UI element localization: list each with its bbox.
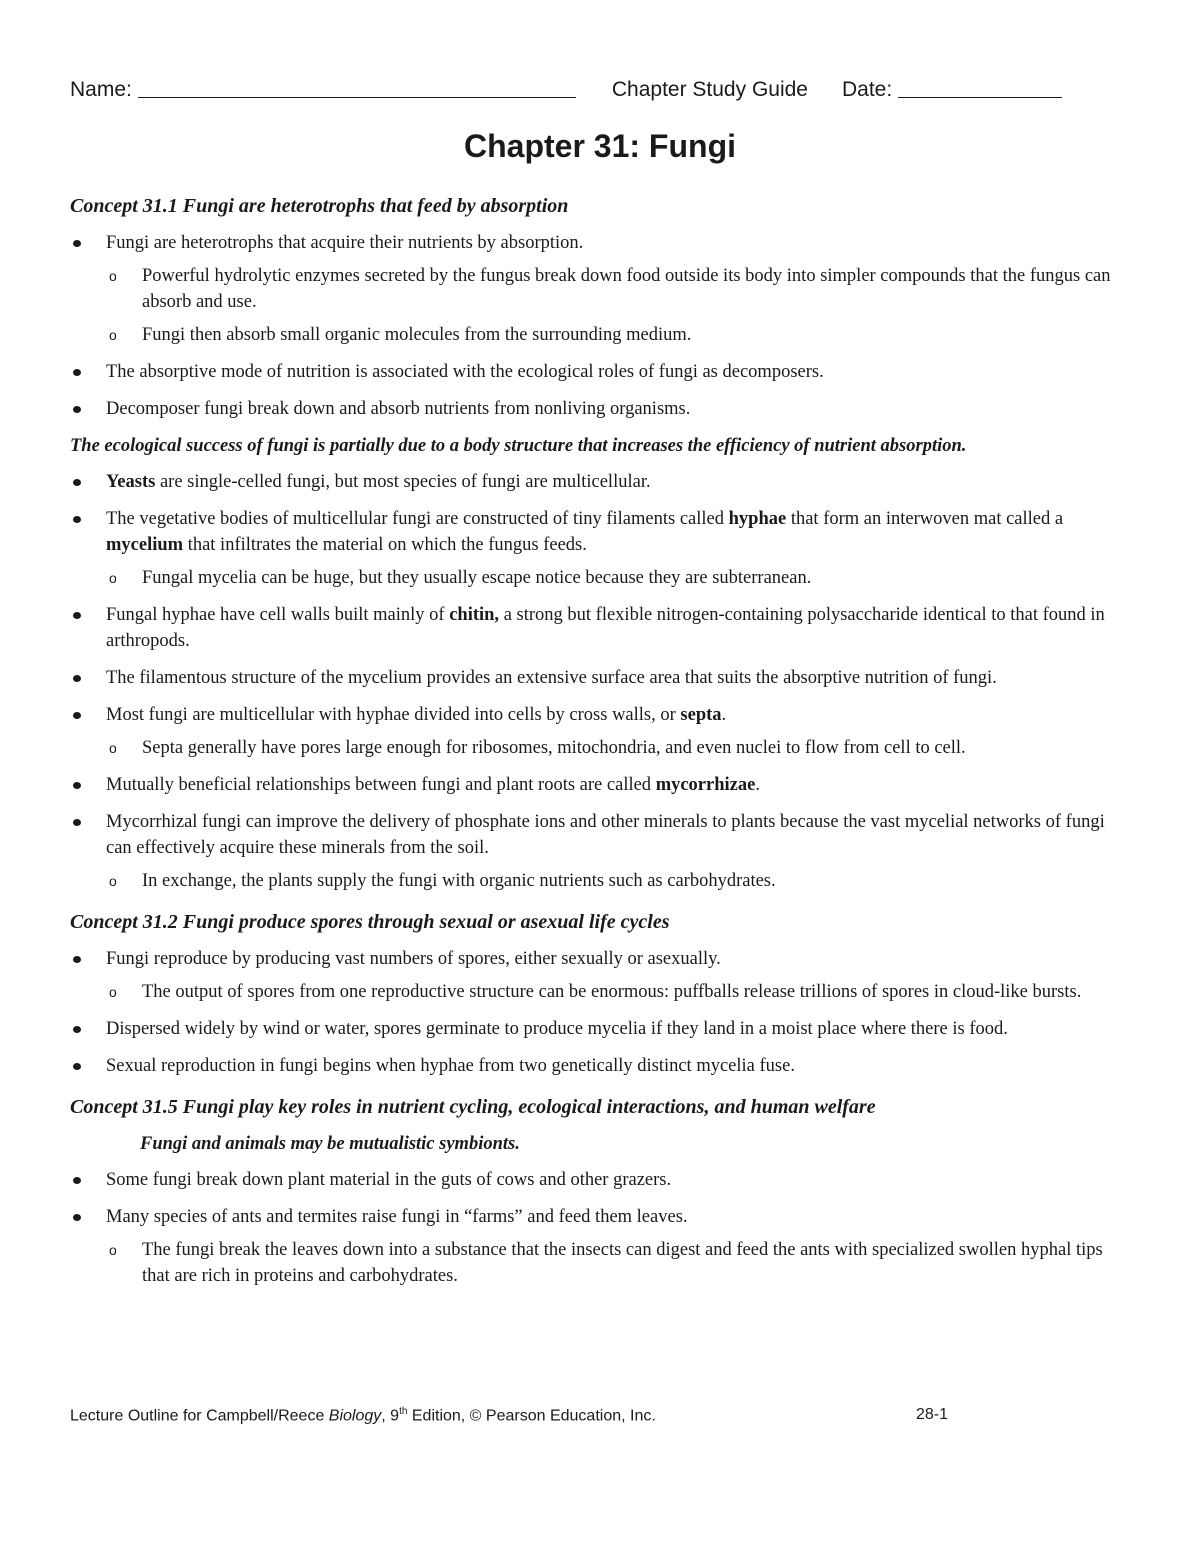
circle-bullet-icon: o [109, 570, 117, 586]
bullet-list [70, 230, 1120, 422]
list-item: Yeasts are single-celled fungi, but most species of fungi are multicellular. [70, 469, 1120, 495]
date-label: Date: [841, 78, 893, 101]
bullet-icon [73, 479, 81, 486]
circle-bullet-icon: o [109, 327, 117, 343]
sub-list-item: o Fungal mycelia can be huge, but they usually escape notice because they are subterranean. [106, 565, 1120, 591]
concept-heading: Concept 31.1 Fungi are heterotrophs that feed by absorption [70, 195, 569, 217]
sub-list-item: o Powerful hydrolytic enzymes secreted by the fungus break down food outside its body into simpler compounds that the fungus can absorb and use. [106, 263, 1120, 315]
bullet-icon [73, 782, 81, 789]
list-item: Sexual reproduction in fungi begins when hyphae from two genetically distinct mycelia fuse. [70, 1053, 1120, 1079]
study-guide-label: Chapter Study Guide [611, 78, 808, 101]
concept-heading: Concept 31.2 Fungi produce spores through sexual or asexual life cycles [70, 911, 670, 933]
key-term: chitin, [449, 605, 500, 625]
bullet-icon [73, 819, 81, 826]
bullet-icon [73, 406, 81, 413]
bullet-icon [73, 712, 81, 719]
sub-list-item: o Fungi then absorb small organic molecules from the surrounding medium. [106, 322, 1120, 348]
page-title: Chapter 31: Fungi [463, 128, 736, 164]
list-item: Fungi are heterotrophs that acquire their nutrients by absorption. o Powerful hydrolytic enzymes secreted by the fungus break down food outside its body into simpler compounds that the fungus can absorb and use. o Fungi then absorb small organic molecules from the surrounding medium. [70, 230, 1120, 348]
list-item: Fungi reproduce by producing vast numbers of spores, either sexually or asexually. o The output of spores from one reproductive structure can be enormous: puffballs release trillions of spores in cloud-like bursts. [70, 946, 1120, 1005]
bullet-list [70, 469, 1120, 894]
key-term: mycorrhizae [655, 775, 756, 795]
list-item: Most fungi are multicellular with hyphae divided into cells by cross walls, or septa. o Septa generally have pores large enough for ribosomes, mitochondria, and even nuclei to flow from cell to cell. [70, 702, 1120, 761]
concept-heading: Concept 31.5 Fungi play key roles in nutrient cycling, ecological interactions, and human welfare [70, 1096, 876, 1118]
page-footer: Lecture Outline for Campbell/Reece Biology, 9th Edition, © Pearson Education, Inc. [70, 1406, 656, 1425]
bullet-icon [73, 1214, 81, 1221]
circle-bullet-icon: o [109, 740, 117, 756]
name-label: Name: [70, 78, 132, 101]
bullet-list [70, 1167, 1120, 1289]
date-blank [898, 75, 1062, 98]
sub-list [106, 263, 1120, 348]
list-item: Fungal hyphae have cell walls built mainly of chitin, a strong but flexible nitrogen-containing polysaccharide identical to that found in arthropods. [70, 602, 1120, 654]
concept-31-1-section [70, 192, 1120, 894]
bullet-icon [73, 612, 81, 619]
sub-list [106, 979, 1120, 1005]
circle-bullet-icon: o [109, 268, 117, 284]
bullet-icon [73, 956, 81, 963]
sub-list [106, 868, 1120, 894]
key-term: Yeasts [106, 472, 156, 492]
document-body [70, 192, 1120, 1303]
bullet-icon [73, 369, 81, 376]
list-item: Mutually beneficial relationships between fungi and plant roots are called mycorrhizae. [70, 772, 1120, 798]
list-item: The absorptive mode of nutrition is associated with the ecological roles of fungi as decomposers. [70, 359, 1120, 385]
circle-bullet-icon: o [109, 984, 117, 1000]
list-item: The filamentous structure of the mycelium provides an extensive surface area that suits the absorptive nutrition of fungi. [70, 665, 1120, 691]
sub-list-item: o Septa generally have pores large enough for ribosomes, mitochondria, and even nuclei to flow from cell to cell. [106, 735, 1120, 761]
key-term: mycelium [106, 535, 184, 555]
name-blank [138, 75, 576, 98]
bullet-icon [73, 516, 81, 523]
list-item: Dispersed widely by wind or water, spores germinate to produce mycelia if they land in a moist place where there is food. [70, 1016, 1120, 1042]
circle-bullet-icon: o [109, 873, 117, 889]
book-title: Biology [328, 1407, 382, 1425]
key-term: hyphae [728, 509, 787, 529]
sub-list [106, 565, 1120, 591]
page-number: 28-1 [916, 1406, 949, 1423]
bullet-list [70, 946, 1120, 1079]
bullet-icon [73, 675, 81, 682]
sub-list-item: o The fungi break the leaves down into a substance that the insects can digest and feed the ants with specialized swollen hyphal tips that are rich in proteins and carbohydrates. [106, 1237, 1120, 1289]
sub-list [106, 1237, 1120, 1289]
sub-list-item: o The output of spores from one reproductive structure can be enormous: puffballs release trillions of spores in cloud-like bursts. [106, 979, 1120, 1005]
list-item: Many species of ants and termites raise fungi in “farms” and feed them leaves. o The fungi break the leaves down into a substance that the insects can digest and feed the ants with specialized swollen hyphal tips that are rich in proteins and carbohydrates. [70, 1204, 1120, 1289]
bullet-icon [73, 1026, 81, 1033]
sub-list [106, 735, 1120, 761]
concept-31-5-section [70, 1093, 1120, 1289]
sub-list-item: o In exchange, the plants supply the fungi with organic nutrients such as carbohydrates. [106, 868, 1120, 894]
section-subheading: The ecological success of fungi is partially due to a body structure that increases the efficiency of nutrient absorption. [70, 436, 967, 456]
page-header [70, 70, 1110, 102]
circle-bullet-icon: o [109, 1242, 117, 1258]
section-subheading: Fungi and animals may be mutualistic symbionts. [140, 1134, 520, 1154]
list-item: The vegetative bodies of multicellular fungi are constructed of tiny filaments called hyphae that form an interwoven mat called a mycelium that infiltrates the material on which the fungus feeds. o Fungal mycelia can be huge, but they usually escape notice because they are subterranean. [70, 506, 1120, 591]
list-item: Decomposer fungi break down and absorb nutrients from nonliving organisms. [70, 396, 1120, 422]
bullet-icon [73, 240, 81, 247]
concept-31-2-section [70, 908, 1120, 1079]
list-item: Some fungi break down plant material in the guts of cows and other grazers. [70, 1167, 1120, 1193]
list-item: Mycorrhizal fungi can improve the delivery of phosphate ions and other minerals to plants because the vast mycelial networks of fungi can effectively acquire these minerals from the soil. o In exchange, the plants supply the fungi with organic nutrients such as carbohydrates. [70, 809, 1120, 894]
bullet-icon [73, 1177, 81, 1184]
key-term: septa [680, 705, 722, 725]
bullet-icon [73, 1063, 81, 1070]
